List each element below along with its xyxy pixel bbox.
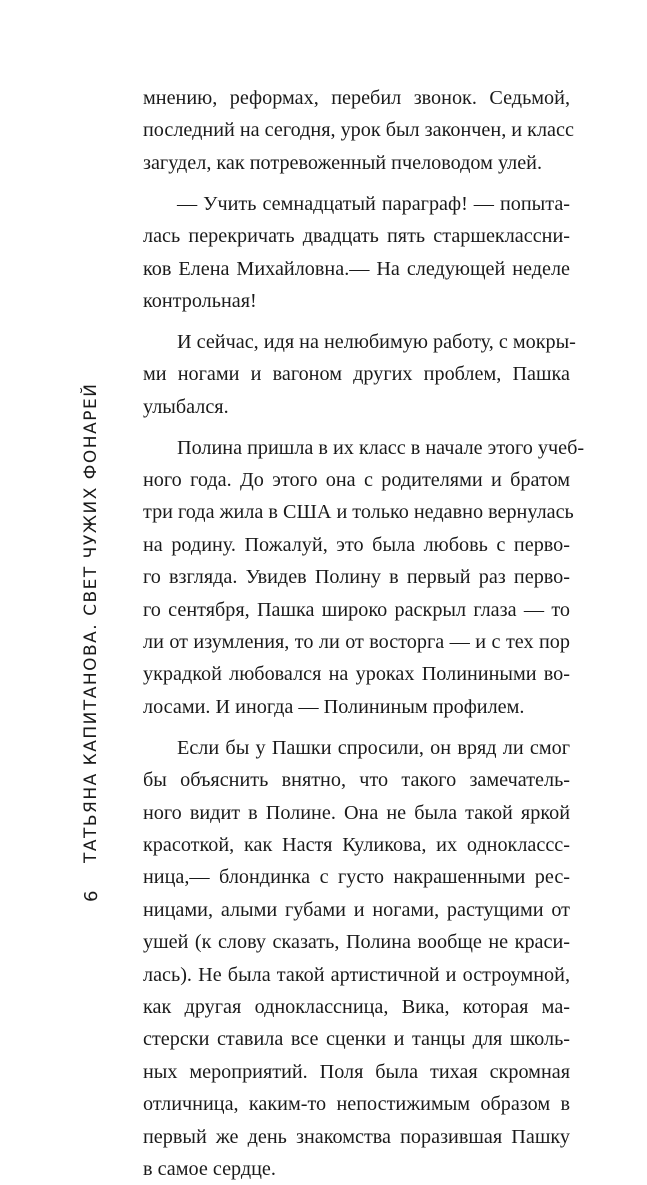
text-line: ли от изумления, то ли от восторга — и с тех пор <box>143 631 570 653</box>
text-line: бы объяснить внятно, что такого замечатель- <box>143 769 570 792</box>
text-line: первый же день знакомства поразившая Пашку <box>143 1125 570 1148</box>
paragraph-4 <box>143 432 585 724</box>
text-line: ков Елена Михайловна.— На следующей неделе <box>143 257 570 280</box>
text-line: лосами. И иногда — Полининым профилем. <box>143 695 525 718</box>
text-line: красоткой, как Настя Куликова, их одноклассс- <box>143 833 570 856</box>
text-line: улыбался. <box>143 395 229 418</box>
text-line: мнению, реформах, перебил звонок. Седьмой, <box>143 87 570 109</box>
text-line: ного видит в Полине. Она не была такой яркой <box>143 801 570 824</box>
text-line: Полина пришла в их класс в начале этого учеб- <box>177 436 585 459</box>
text-line: лась). Не была такой артистичной и остроумной, <box>143 963 570 986</box>
text-line: загудел, как потревоженный пчеловодом улей. <box>143 151 543 174</box>
text-line: на родину. Пожалуй, это была любовь с перво- <box>143 533 570 556</box>
text-line: три года жила в США и только недавно вернулась <box>143 501 574 524</box>
paragraph-2 <box>143 188 570 318</box>
text-line: ного года. До этого она с родителями и братом <box>143 468 570 491</box>
text-line: ных мероприятий. Поля была тихая скромная <box>143 1060 570 1083</box>
text-line: — Учить семнадцатый параграф! — попыта- <box>177 192 570 215</box>
book-page-text <box>143 82 585 1185</box>
text-line: контрольная! <box>143 289 257 312</box>
text-line: ми ногами и вагоном других проблем, Пашка <box>143 363 570 386</box>
text-line: ушей (к слову сказать, Полина вообще не краси- <box>143 931 570 954</box>
text-line: ница,— блондинка с густо накрашенными рес- <box>143 866 570 889</box>
page-number: 6 <box>80 889 102 902</box>
text-line: в самое сердце. <box>143 1158 276 1180</box>
text-line: как другая одноклассница, Вика, которая ма- <box>143 995 570 1018</box>
paragraph-1 <box>143 82 574 179</box>
paragraph-5 <box>143 732 570 1185</box>
paragraph-3 <box>143 326 576 423</box>
running-header <box>78 382 104 902</box>
text-line: ницами, алыми губами и ногами, растущими от <box>143 898 570 921</box>
text-line: отличница, каким-то непостижимым образом в <box>143 1093 570 1116</box>
text-line: стерски ставила все сценки и танцы для школь- <box>143 1028 570 1051</box>
text-line: последний на сегодня, урок был закончен, и класс <box>143 119 574 142</box>
text-line: го взгляда. Увидев Полину в первый раз перво- <box>143 566 570 589</box>
text-line: го сентября, Пашка широко раскрыл глаза — то <box>143 598 570 621</box>
book-title-author: ТАТЬЯНА КАПИТАНОВА. СВЕТ ЧУЖИХ ФОНАРЕЙ <box>81 382 101 864</box>
text-line: лась перекричать двадцать пять старшеклассни- <box>143 225 570 248</box>
text-line: И сейчас, идя на нелюбимую работу, с мокры- <box>177 330 576 353</box>
text-line: Если бы у Пашки спросили, он вряд ли смог <box>177 736 570 759</box>
text-line: украдкой любовался на уроках Полиниными во- <box>143 663 570 686</box>
